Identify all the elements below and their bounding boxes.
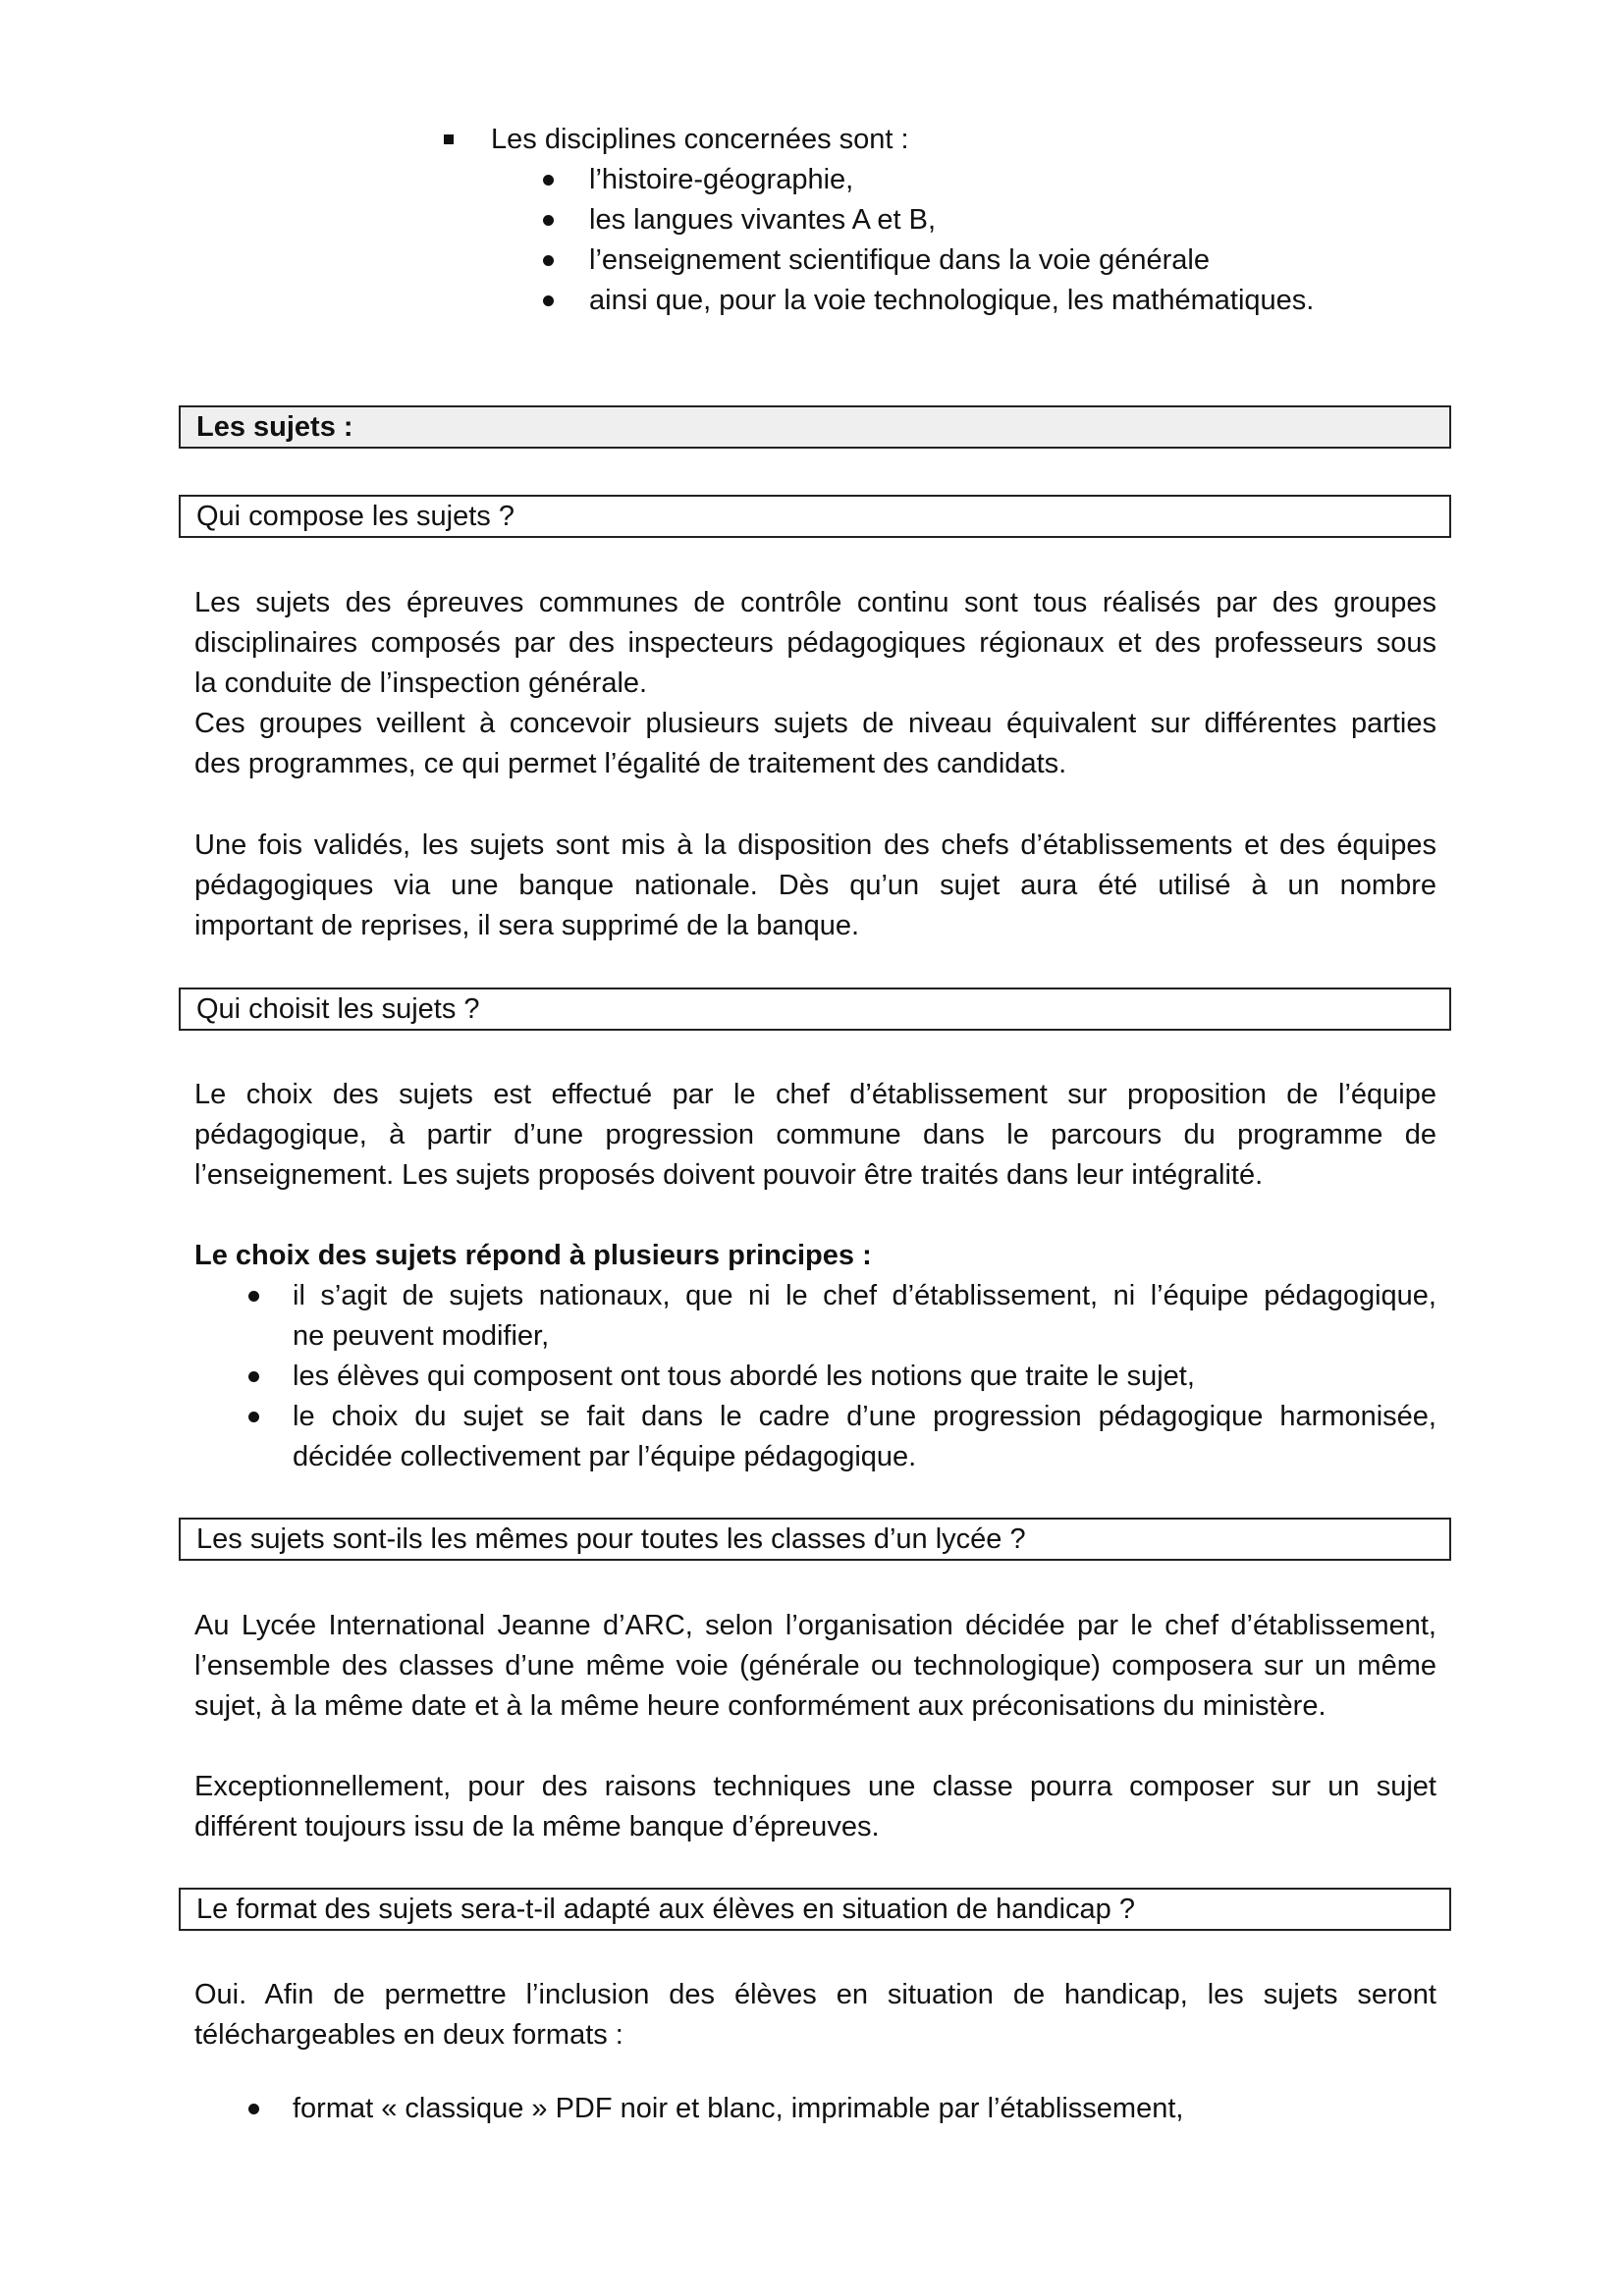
question-heading-who-chooses: Qui choisit les sujets ? xyxy=(179,988,1451,1031)
q2-paragraph xyxy=(194,1075,1436,1196)
text-line: les élèves qui composent ont tous abordé les notions que traite le sujet, xyxy=(293,1361,1195,1392)
text-line: Au Lycée International Jeanne d’ARC, selon l’organisation décidée par le chef d’établissement, xyxy=(194,1610,1436,1641)
text-line: il s’agit de sujets nationaux, que ni le chef d’établissement, ni l’équipe pédagogique, xyxy=(293,1280,1436,1311)
q3-paragraph-2 xyxy=(194,1767,1436,1847)
bullet-icon xyxy=(543,255,554,266)
text-line: ne peuvent modifier, xyxy=(293,1320,550,1352)
list-item: les langues vivantes A et B, xyxy=(589,204,937,236)
text-line: important de reprises, il sera supprimé de la banque. xyxy=(194,910,860,941)
question-heading-who-composes: Qui compose les sujets ? xyxy=(179,495,1451,538)
list-item: l’enseignement scientifique dans la voie générale xyxy=(589,244,1210,276)
q1-paragraph-2 xyxy=(194,826,1436,946)
text-line: Exceptionnellement, pour des raisons techniques une classe pourra composer sur un sujet xyxy=(194,1771,1436,1802)
text-line: Ces groupes veillent à concevoir plusieurs sujets de niveau équivalent sur différentes parties xyxy=(194,708,1436,739)
q1-paragraph-1 xyxy=(194,583,1436,784)
text-line: décidée collectivement par l’équipe pédagogique. xyxy=(293,1441,917,1472)
text-line: sujet, à la même date et à la même heure conformément aux préconisations du ministère. xyxy=(194,1690,1326,1722)
text-line: Une fois validés, les sujets sont mis à la disposition des chefs d’établissements et des équipes xyxy=(194,829,1436,861)
question-heading-same-subjects: Les sujets sont-ils les mêmes pour toutes les classes d’un lycée ? xyxy=(179,1518,1451,1561)
text-line: Les sujets des épreuves communes de contrôle continu sont tous réalisés par des groupes xyxy=(194,587,1436,618)
text-line: téléchargeables en deux formats : xyxy=(194,2019,623,2051)
list-item: l’histoire-géographie, xyxy=(589,164,854,195)
bullet-icon xyxy=(248,1412,259,1422)
disciplines-intro: Les disciplines concernées sont : xyxy=(491,124,909,155)
bullet-icon xyxy=(543,175,554,186)
q4-paragraph xyxy=(194,1975,1436,2056)
bullet-icon xyxy=(248,2104,259,2114)
section-title: Les sujets : xyxy=(179,405,1451,449)
text-line: des programmes, ce qui permet l’égalité de traitement des candidats. xyxy=(194,748,1067,779)
text-line: Oui. Afin de permettre l’inclusion des élèves en situation de handicap, les sujets seront xyxy=(194,1979,1436,2010)
list-item xyxy=(293,1276,1436,1357)
bullet-icon xyxy=(543,295,554,306)
text-line: Le choix des sujets est effectué par le chef d’établissement sur proposition de l’équipe xyxy=(194,1079,1436,1110)
bullet-icon xyxy=(248,1291,259,1302)
text-line: le choix du sujet se fait dans le cadre d’une progression pédagogique harmonisée, xyxy=(293,1401,1436,1432)
list-item xyxy=(293,1357,1436,1397)
list-item: ainsi que, pour la voie technologique, les mathématiques. xyxy=(589,285,1315,316)
bullet-icon xyxy=(248,1371,259,1382)
list-item xyxy=(293,1397,1436,1477)
list-item: format « classique » PDF noir et blanc, imprimable par l’établissement, xyxy=(293,2093,1184,2124)
text-line: pédagogique, à partir d’une progression commune dans le parcours du programme de xyxy=(194,1119,1436,1150)
q3-paragraph-1 xyxy=(194,1606,1436,1727)
text-line: l’ensemble des classes d’une même voie (générale ou technologique) composera sur un même xyxy=(194,1650,1436,1682)
bullet-icon xyxy=(543,215,554,226)
text-line: différent toujours issu de la même banque d’épreuves. xyxy=(194,1811,880,1842)
question-heading-handicap-format: Le format des sujets sera-t-il adapté aux élèves en situation de handicap ? xyxy=(179,1888,1451,1931)
text-line: pédagogiques via une banque nationale. Dès qu’un sujet aura été utilisé à un nombre xyxy=(194,870,1436,901)
text-line: la conduite de l’inspection générale. xyxy=(194,667,648,699)
principles-title: Le choix des sujets répond à plusieurs principes : xyxy=(194,1240,872,1271)
text-line: disciplinaires composés par des inspecteurs pédagogiques régionaux et des professeurs sous xyxy=(194,627,1436,659)
square-bullet-icon xyxy=(444,134,454,144)
text-line: l’enseignement. Les sujets proposés doivent pouvoir être traités dans leur intégralité. xyxy=(194,1159,1264,1191)
